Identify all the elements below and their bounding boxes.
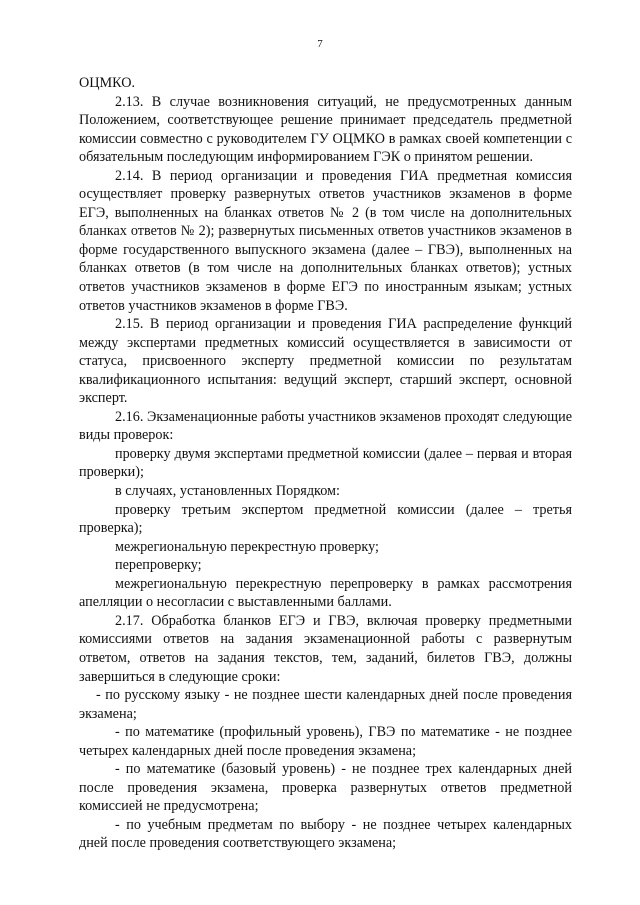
- deadline-russian: - по русскому языку - не позднее шести календарных дней после проведения экзамена;: [79, 687, 572, 722]
- list-item-cross-recheck: межрегиональную перекрестную перепроверку в рамках рассмотрения апелляции о несогласии с выставленными баллами.: [79, 575, 572, 611]
- list-item-cross-check: межрегиональную перекрестную проверку;: [115, 538, 379, 555]
- list-item-third-check: проверку третьим экспертом предметной комиссии (далее – третья проверка);: [79, 501, 572, 537]
- page-number: 7: [317, 38, 323, 50]
- paragraph-2-14: 2.14. В период организации и проведения ГИА предметная комиссия осуществляет проверку развернутых ответов участников экзаменов в форме ЕГЭ, выполненных на бланках ответов № 2 (в том числе на дополнительных бланках ответов № 2); развернутых письменных ответов участников экзаменов в форме государственного выпускного экзамена (далее – ГВЭ), выполненных на бланках ответов (в том числе на дополнительных бланках ответов); устных ответов участников экзаменов в форме ЕГЭ по иностранным языкам; устных ответов участников экзаменов в форме ГВЭ.: [79, 167, 572, 314]
- deadline-math-profile: - по математике (профильный уровень), ГВЭ по математике - не позднее четырех календарных дней после проведения экзамена;: [79, 724, 572, 759]
- deadline-elective: - по учебным предметам по выбору - не позднее четырех календарных дней после проведения соответствующего экзамена;: [79, 816, 572, 852]
- paragraph-2-17: 2.17. Обработка бланков ЕГЭ и ГВЭ, включая проверку предметными комиссиями ответов на задания экзаменационной работы с развернутым ответом, ответов на задания текстов, тем, заданий, билетов ГВЭ, должны завершиться в следующие сроки:: [79, 612, 572, 685]
- paragraph-2-13: 2.13. В случае возникновения ситуаций, не предусмотренных данным Положением, соответствующее решение принимает председатель предметной комиссии совместно с руководителем ГУ ОЦМКО в рамках своей компетенции с обязательным последующим информированием ГЭК о принятом решении.: [79, 93, 572, 166]
- list-item-cases: в случаях, установленных Порядком:: [115, 483, 340, 500]
- paragraph-2-15: 2.15. В период организации и проведения ГИА распределение функций между экспертами предметных комиссий осуществляется в зависимости от статуса, присвоенного эксперту предметной комиссии по результатам квалификационного испытания: ведущий эксперт, старший эксперт, основной эксперт.: [79, 316, 572, 407]
- paragraph-continuation: ОЦМКО.: [79, 75, 136, 91]
- list-item-first-second-check: проверку двумя экспертами предметной комиссии (далее – первая и вторая проверки);: [79, 445, 572, 481]
- document-body: [79, 74, 572, 853]
- list-item-recheck: перепроверку;: [115, 557, 202, 574]
- deadline-math-basic: - по математике (базовый уровень) - не позднее трех календарных дней после проведения экзамена, проверка развернутых ответов предметной комиссией не предусмотрена;: [79, 761, 572, 815]
- paragraph-2-16: 2.16. Экзаменационные работы участников экзаменов проходят следующие виды проверок:: [79, 408, 572, 444]
